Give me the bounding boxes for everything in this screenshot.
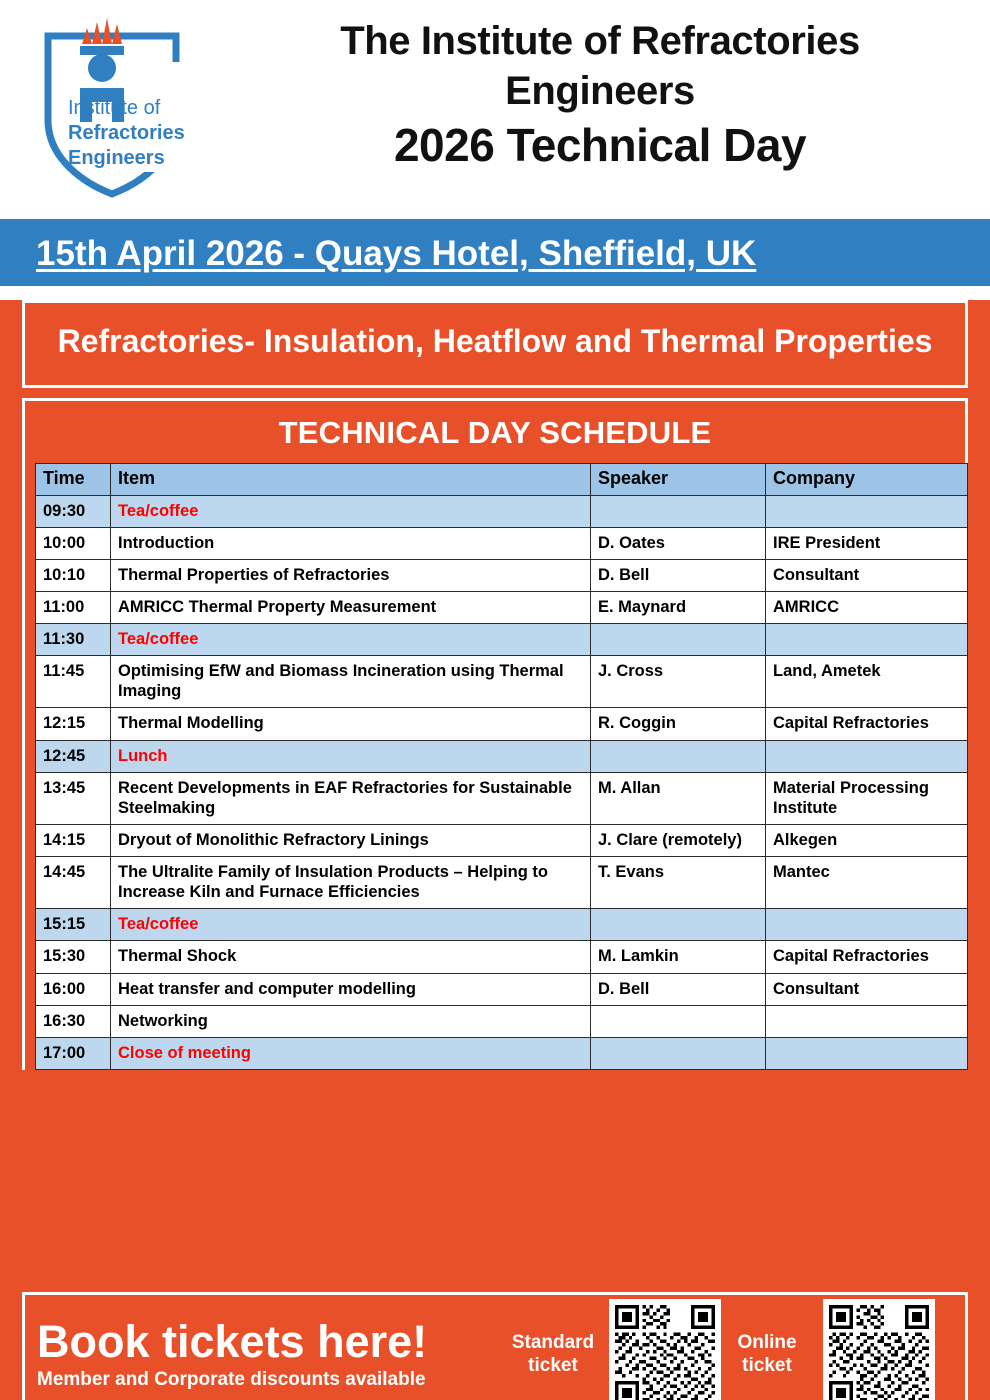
column-header-speaker: Speaker — [591, 463, 766, 495]
table-row — [36, 656, 968, 708]
table-row — [36, 772, 968, 824]
column-header-company: Company — [766, 463, 968, 495]
cell-time: 12:45 — [36, 740, 111, 772]
cell-item: Lunch — [111, 740, 591, 772]
book-tickets-heading: Book tickets here! — [37, 1315, 428, 1367]
table-row — [36, 1005, 968, 1037]
cell-speaker: E. Maynard — [591, 591, 766, 623]
cell-speaker — [591, 1037, 766, 1069]
table-row — [36, 708, 968, 740]
cell-time: 16:30 — [36, 1005, 111, 1037]
cell-time: 11:30 — [36, 624, 111, 656]
cell-time: 14:15 — [36, 824, 111, 856]
cell-time: 10:10 — [36, 559, 111, 591]
cell-item: Heat transfer and computer modelling — [111, 973, 591, 1005]
online-ticket-label: Online ticket — [737, 1331, 797, 1376]
table-row — [36, 909, 968, 941]
cell-item: Introduction — [111, 527, 591, 559]
qr-code-standard-ticket[interactable] — [609, 1299, 721, 1400]
cell-company: Consultant — [766, 973, 968, 1005]
cell-item: Optimising EfW and Biomass Incineration using Thermal Imaging — [111, 656, 591, 708]
table-row — [36, 857, 968, 909]
poster-body — [0, 300, 990, 1400]
cell-company — [766, 740, 968, 772]
standard-ticket-label: Standard ticket — [511, 1331, 595, 1376]
cell-item: Tea/coffee — [111, 624, 591, 656]
cell-item: Networking — [111, 1005, 591, 1037]
cell-speaker: D. Bell — [591, 559, 766, 591]
cell-item: The Ultralite Family of Insulation Products – Helping to Increase Kiln and Furnace Efficiencies — [111, 857, 591, 909]
theme-text: Refractories- Insulation, Heatflow and Thermal Properties — [57, 323, 933, 359]
cell-item: Close of meeting — [111, 1037, 591, 1069]
column-header-time: Time — [36, 463, 111, 495]
cell-company — [766, 624, 968, 656]
page-title: The Institute of Refractories Engineers — [340, 19, 860, 113]
standard-ticket-group[interactable] — [507, 1299, 721, 1400]
cell-item: Tea/coffee — [111, 495, 591, 527]
cell-company: Capital Refractories — [766, 708, 968, 740]
cell-company: Land, Ametek — [766, 656, 968, 708]
cell-time: 14:45 — [36, 857, 111, 909]
cell-time: 11:00 — [36, 591, 111, 623]
cell-company: Mantec — [766, 857, 968, 909]
cell-time: 16:00 — [36, 973, 111, 1005]
ire-logo-icon — [34, 2, 224, 202]
schedule-table — [35, 463, 968, 1070]
schedule-body — [36, 495, 968, 1069]
qr-code-standard-ticket-icon — [615, 1305, 715, 1400]
cell-speaker: D. Oates — [591, 527, 766, 559]
table-row — [36, 740, 968, 772]
table-row — [36, 527, 968, 559]
cell-item: Thermal Modelling — [111, 708, 591, 740]
table-row — [36, 495, 968, 527]
cell-company: Capital Refractories — [766, 941, 968, 973]
cell-item: Thermal Shock — [111, 941, 591, 973]
booking-footer — [22, 1292, 968, 1400]
title-block — [250, 0, 990, 173]
table-row — [36, 973, 968, 1005]
cell-company: IRE President — [766, 527, 968, 559]
cell-company: Alkegen — [766, 824, 968, 856]
cell-speaker — [591, 624, 766, 656]
date-venue-bar — [0, 222, 990, 286]
table-row — [36, 941, 968, 973]
schedule-box — [22, 398, 968, 1070]
cell-company — [766, 1037, 968, 1069]
cell-company: AMRICC — [766, 591, 968, 623]
qr-code-online-ticket-icon — [829, 1305, 929, 1400]
table-row — [36, 1037, 968, 1069]
cell-time: 12:15 — [36, 708, 111, 740]
cell-time: 17:00 — [36, 1037, 111, 1069]
cell-time: 15:30 — [36, 941, 111, 973]
cell-speaker — [591, 740, 766, 772]
cell-speaker: J. Clare (remotely) — [591, 824, 766, 856]
schedule-title: TECHNICAL DAY SCHEDULE — [278, 414, 712, 450]
table-row — [36, 624, 968, 656]
cell-speaker: J. Cross — [591, 656, 766, 708]
logo-text-line3: Engineers — [68, 147, 165, 169]
table-header-row — [36, 463, 968, 495]
cell-speaker: R. Coggin — [591, 708, 766, 740]
cell-company: Material Processing Institute — [766, 772, 968, 824]
cell-company — [766, 495, 968, 527]
cell-time: 15:15 — [36, 909, 111, 941]
cell-speaker: D. Bell — [591, 973, 766, 1005]
qr-code-online-ticket[interactable] — [823, 1299, 935, 1400]
column-header-item: Item — [111, 463, 591, 495]
cell-speaker: M. Allan — [591, 772, 766, 824]
discount-note: Member and Corporate discounts available — [37, 1369, 426, 1391]
cell-speaker: T. Evans — [591, 857, 766, 909]
cell-speaker — [591, 495, 766, 527]
table-row — [36, 591, 968, 623]
table-row — [36, 824, 968, 856]
cell-time: 11:45 — [36, 656, 111, 708]
cell-item: AMRICC Thermal Property Measurement — [111, 591, 591, 623]
booking-text-block — [37, 1315, 507, 1391]
table-row — [36, 559, 968, 591]
cell-speaker — [591, 909, 766, 941]
cell-company: Consultant — [766, 559, 968, 591]
ire-logo — [0, 0, 250, 222]
cell-speaker — [591, 1005, 766, 1037]
logo-text-line2: Refractories — [68, 122, 185, 144]
cell-item: Dryout of Monolithic Refractory Linings — [111, 824, 591, 856]
logo-text-line1: Institute of — [68, 97, 161, 119]
cell-item: Tea/coffee — [111, 909, 591, 941]
cell-time: 10:00 — [36, 527, 111, 559]
cell-company — [766, 909, 968, 941]
cell-time: 09:30 — [36, 495, 111, 527]
cell-speaker: M. Lamkin — [591, 941, 766, 973]
cell-item: Recent Developments in EAF Refractories for Sustainable Steelmaking — [111, 772, 591, 824]
cell-time: 13:45 — [36, 772, 111, 824]
poster-header — [0, 0, 990, 222]
online-ticket-group[interactable] — [721, 1299, 935, 1400]
cell-company — [766, 1005, 968, 1037]
date-venue-text: 15th April 2026 - Quays Hotel, Sheffield, UK — [36, 234, 757, 273]
theme-box — [22, 300, 968, 388]
cell-item: Thermal Properties of Refractories — [111, 559, 591, 591]
page-subtitle: 2026 Technical Day — [393, 119, 807, 171]
